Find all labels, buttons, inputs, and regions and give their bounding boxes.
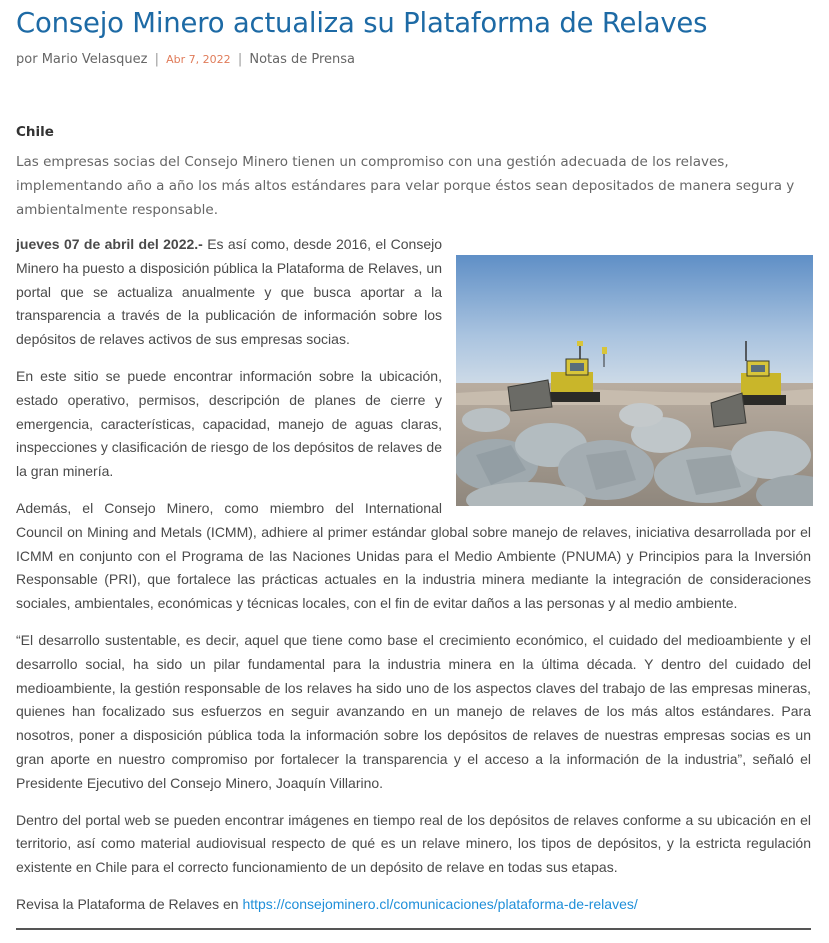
paragraph-2: En este sitio se puede encontrar información sobre la ubicación, estado operativo, permisos, descripción de planes de cierre y emergencia, características, capacidad, manejo de aguas claras, inspecciones y clasificación de riesgo de los depósitos de relaves de la gran minería. <box>16 367 442 480</box>
publish-date: Abr 7, 2022 <box>166 53 231 66</box>
paragraph-6-prefix: Revisa la Plataforma de Relaves en <box>16 895 243 912</box>
plataforma-relaves-link[interactable]: https://consejominero.cl/comunicaciones/plataforma-de-relaves/ <box>242 895 638 912</box>
paragraph-4: “El desarrollo sustentable, es decir, aquel que tiene como base el crecimiento económico, el cuidado del medioambiente y el desarrollo social, ha sido un pilar fundamental para la industria minera en la última década. Y dentro del cuidado del medioambiente, la gestión responsable de los relaves ha sido uno de los aspectos claves del trabajo de las empresas mineras, quienes han focalizado sus esfuerzos en seguir avanzando en un manejo de relaves de los más altos estándares. Para nosotros, poner a disposición pública toda la información sobre los depósitos de relaves de nuestras empresas socias es un gran aporte en nuestro compromiso por fortalecer la transparencia y el acceso a la información de la industria”, señaló el Presidente Ejecutivo del Consejo Minero, Joaquín Villarino. <box>16 631 811 791</box>
photo-illustration <box>456 255 813 506</box>
region-heading: Chile <box>16 124 54 140</box>
meta-separator: | <box>154 52 160 67</box>
article-meta <box>16 52 355 67</box>
article-body <box>16 233 811 930</box>
date-lead: jueves 07 de abril del 2022.- <box>16 236 203 252</box>
article-intro: Las empresas socias del Consejo Minero tienen un compromiso con una gestión adecuada de los relaves, implementando año a año los más altos estándares para velar porque éstos sean depositados de manera segura y ambientalmente responsable. <box>16 154 795 218</box>
bottom-divider <box>16 928 811 930</box>
meta-separator: | <box>237 52 243 67</box>
author-link[interactable]: Mario Velasquez <box>41 52 148 67</box>
article-title: Consejo Minero actualiza su Plataforma de Relaves <box>16 7 708 39</box>
author-prefix: por <box>16 52 38 67</box>
paragraph-3: Además, el Consejo Minero, como miembro del International Council on Mining and Metals (ICMM), adhiere al primer estándar global sobre manejo de relaves, iniciativa desarrollada por el ICMM en conjunto con el Programa de las Naciones Unidas para el Medio Ambiente (PNUMA) y Principios para la Inversión Responsable (PRI), que fortalece las prácticas actuales en la industria minera mediante la integración de consideraciones sociales, ambientales, económicas y técnicas locales, con el fin de evitar daños a las personas y al medio ambiente. <box>16 499 811 612</box>
paragraph-5: Dentro del portal web se pueden encontrar imágenes en tiempo real de los depósitos de relaves conforme a su ubicación en el territorio, así como material audiovisual respecto de qué es un relave minero, los tipos de depósitos, y la estricta regulación existente en Chile para el correcto funcionamiento de un depósito de relave en todas sus etapas. <box>16 811 811 876</box>
paragraph-1-text: Es así como, desde 2016, el Consejo Minero ha puesto a disposición pública la Plataforma de Relaves, un portal que se actualiza anualmente y que busca aportar a la transparencia a través de la publicación de información sobre los depósitos de relaves activos de sus empresas socias. <box>16 236 443 348</box>
category-link[interactable]: Notas de Prensa <box>249 52 356 67</box>
paragraph-6 <box>16 893 811 917</box>
bulldozers-photo <box>456 255 813 506</box>
